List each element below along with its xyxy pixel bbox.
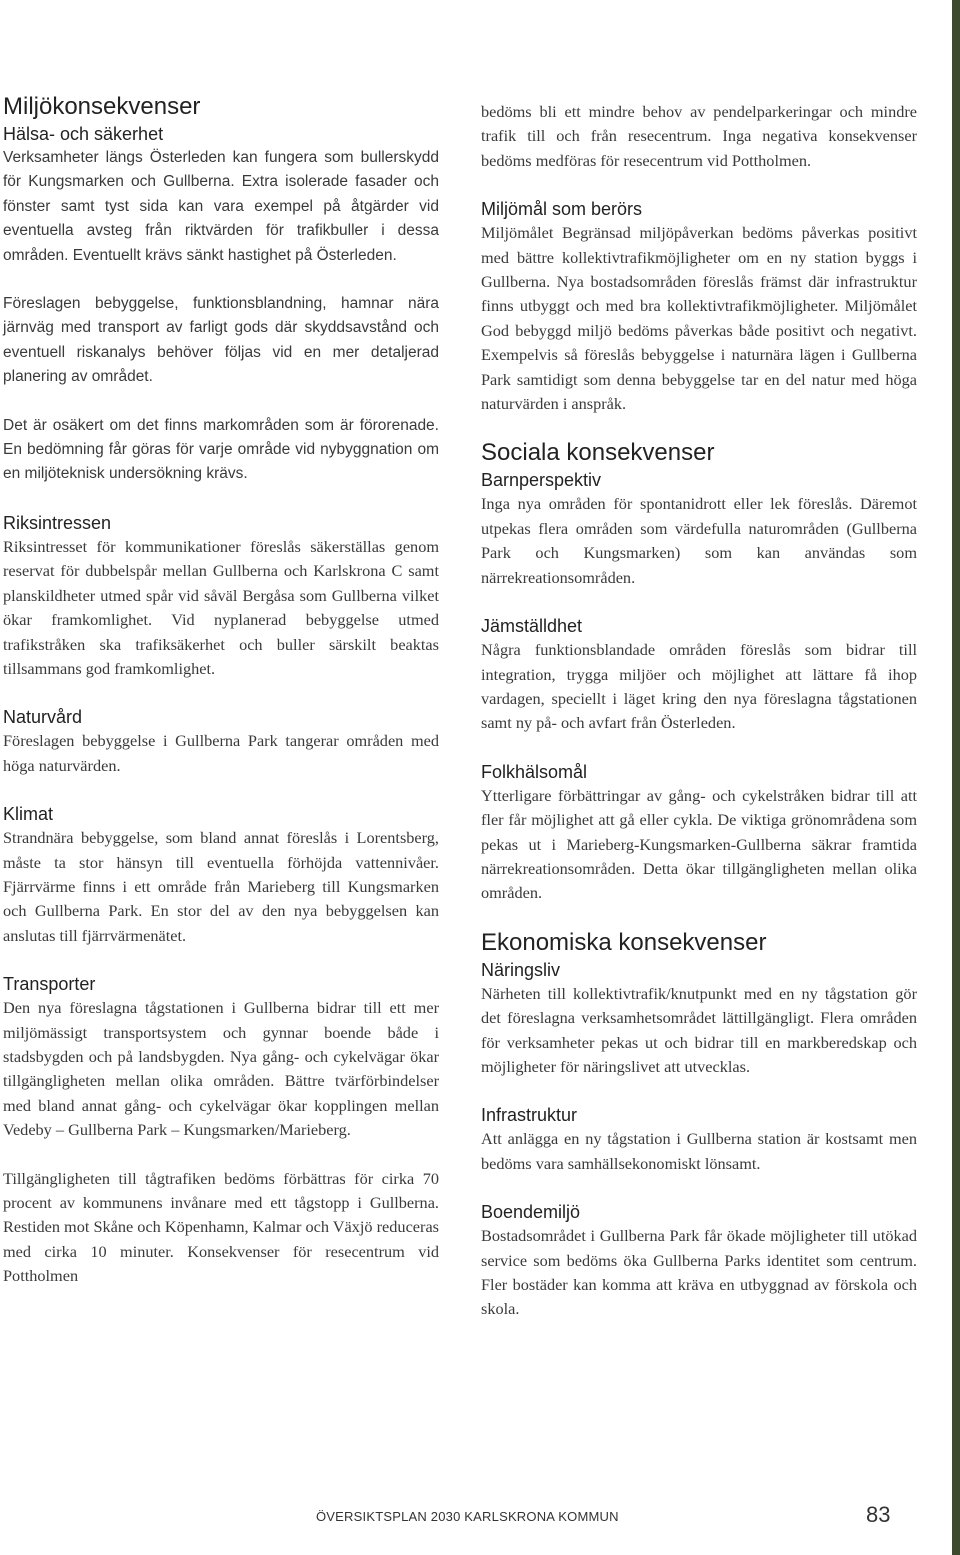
paragraph-miljomal: Miljömålet Begränsad miljöpåverkan bedöms påverkas positivt med bättre kollektivtrafikmöjligheter om en ny station byggs i Gullberna. Nya bostadsområden föreslås främst där infrastruktur finns utbyggt och med bra kollektivtrafikmöjligheter. Miljömålet God bebyggd miljö bedöms påverkas både positivt och negativt. Exempelvis så föreslås bebyggelse i naturnära lägen i Gullberna Park samtidigt som denna bebyggelse tar en del natur med höga naturvärden i anspråk. — [481, 223, 917, 414]
subheading-transporter: Transporter — [3, 974, 96, 995]
paragraph-jamstalldhet: Några funktionsblandade områden föreslås som bidrar till integration, trygga miljöer och möjlighet att lättare få ihop vardagen, speciellt i läget kring den nya föreslagna tågstationen samt ny på- och avfart från Österleden. — [481, 640, 917, 733]
paragraph-klimat: Strandnära bebyggelse, som bland annat föreslås i Lorentsberg, måste ta stor hänsyn till eventuella förhöjda vattennivåer. Fjärrvärme finns i ett område från Marieberg till Kungsmarken och Gullberna Park. En stor del av den nya bebyggelsen kan anslutas till fjärrvärmenätet. — [3, 828, 439, 945]
subheading-naringsliv: Näringsliv — [481, 959, 561, 980]
paragraph-infrastruktur: Att anlägga en ny tågstation i Gullberna station är kostsamt men bedöms vara samhällsekonomiskt lönsamt. — [481, 1129, 917, 1173]
paragraph-tillganglighet: Tillgängligheten till tågtrafiken bedöms förbättras för cirka 70 procent av kommunens invånare med ett tågstopp i Gullberna. Restiden mot Skåne och Köpenhamn, Kalmar och Växjö reduceras med cirka 10 minuter. Konsekvenser för resecentrum vid Pottholmen — [3, 1168, 440, 1286]
subheading-infrastruktur: Infrastruktur — [481, 1105, 578, 1126]
subheading-miljomal: Miljömål som berörs — [481, 199, 643, 220]
subheading-klimat: Klimat — [3, 804, 54, 825]
subheading-halsa-sakerhet: Hälsa- och säkerhet — [3, 124, 164, 144]
paragraph-continuation: bedöms bli ett mindre behov av pendelparkeringar och mindre trafik till och från resecentrum. Inga negativa konsekvenser bedöms medföras för resecentrum vid Pottholmen. — [481, 102, 917, 170]
subheading-folkhalsomal: Folkhälsomål — [481, 761, 588, 782]
subheading-barnperspektiv: Barnperspektiv — [481, 470, 602, 491]
footer-title: ÖVERSIKTSPLAN 2030 KARLSKRONA KOMMUN — [316, 1509, 619, 1524]
heading-ekonomiska-konsekvenser: Ekonomiska konsekvenser — [481, 928, 767, 956]
heading-sociala-konsekvenser: Sociala konsekvenser — [481, 439, 715, 467]
paragraph-folkhalsomal: Ytterligare förbättringar av gång- och cykelstråken bidrar till att fler får möjlighet att gå eller cykla. De viktiga grönområdena som pekas ut i Marieberg-Kungsmarken-Gullberna säkrar framtida närrekreationsområden. Detta ökar tillgängligheten mellan olika områden. — [481, 785, 917, 903]
paragraph-bebyggelse: Föreslagen bebyggelse, funktionsblandning, hamnar nära järnväg med transport av farligt gods där skyddsavstånd och eventuell riskanalys behöver följas vid en mer detaljerad planering av området. — [3, 295, 439, 386]
subheading-jamstalldhet: Jämställdhet — [481, 616, 583, 637]
paragraph-naringsliv: Närheten till kollektivtrafik/knutpunkt med en ny tågstation gör det föreslagna verksamhetsområdet lättillgängligt. Flera områden för verksamheter pekas ut och bidrar till en markberedskap och möjligheter för näringslivet att utvecklas. — [481, 983, 917, 1076]
page-number: 83 — [866, 1502, 891, 1527]
paragraph-transporter: Den nya föreslagna tågstationen i Gullberna bidrar till ett mer miljömässigt transportsystem och gynnar boende både i stadsbygden och på landsbygden. Nya gång- och cykelvägar ökar tillgängligheten mellan olika områden. Bättre tvärförbindelser med bland annat gång- och cykelvägar ökar kopplingen mellan Vedeby – Gullberna Park – Kungsmarken/Marieberg. — [3, 998, 439, 1140]
paragraph-markomraden: Det är osäkert om det finns markområden som är förorenade. En bedömning får göras för varje område vid nybyggnation om en miljöteknisk undersökning krävs. — [3, 416, 439, 483]
left-column — [3, 92, 439, 1289]
subheading-boendemiljo: Boendemiljö — [481, 1202, 581, 1223]
paragraph-halsa: Verksamheter längs Österleden kan fungera som bullerskydd för Kungsmarken och Gullberna. Extra isolerade fasader och fönster samt tyst sida kan vara exempel på åtgärder vid eventuella avsteg från riktvärden för trafikbuller i dessa områden. Eventuellt krävs sänkt hastighet på Österleden. — [3, 149, 439, 264]
subheading-riksintressen: Riksintressen — [3, 512, 112, 533]
subheading-naturvard: Naturvård — [3, 707, 83, 728]
paragraph-riksintressen: Riksintresset för kommunikationer föreslås säkerställas genom reservat för dubbelspår mellan Gullberna och Karlskrona C samt planskildheter utmed spår vid såväl Bergåsa som Gullberna vilket ökar framkomlighet. Vid nyplanerad bebyggelse utmed trafikstråken ska trafiksäkerhet och buller särskilt beaktas tillsammans god framkomlighet. — [3, 536, 439, 678]
page-footer — [0, 1500, 960, 1530]
side-color-bar — [952, 0, 960, 1555]
paragraph-naturvard: Föreslagen bebyggelse i Gullberna Park tangerar områden med höga naturvärden. — [3, 731, 439, 775]
right-column — [481, 100, 917, 1322]
heading-miljokonsekvenser: Miljökonsekvenser — [3, 93, 201, 120]
paragraph-barnperspektiv: Inga nya områden för spontanidrott eller lek föreslås. Däremot utpekas flera områden som värdefulla naturområden (Gullberna Park och Kungsmarken) som kan användas som närrekreationsområden. — [481, 494, 917, 587]
paragraph-boendemiljo: Bostadsområdet i Gullberna Park får ökade möjligheter till utökad service som bedöms öka Gullberna Parks identitet som centrum. Fler bostäder kan komma att kräva en utbyggnad av förskola och skola. — [481, 1226, 917, 1319]
